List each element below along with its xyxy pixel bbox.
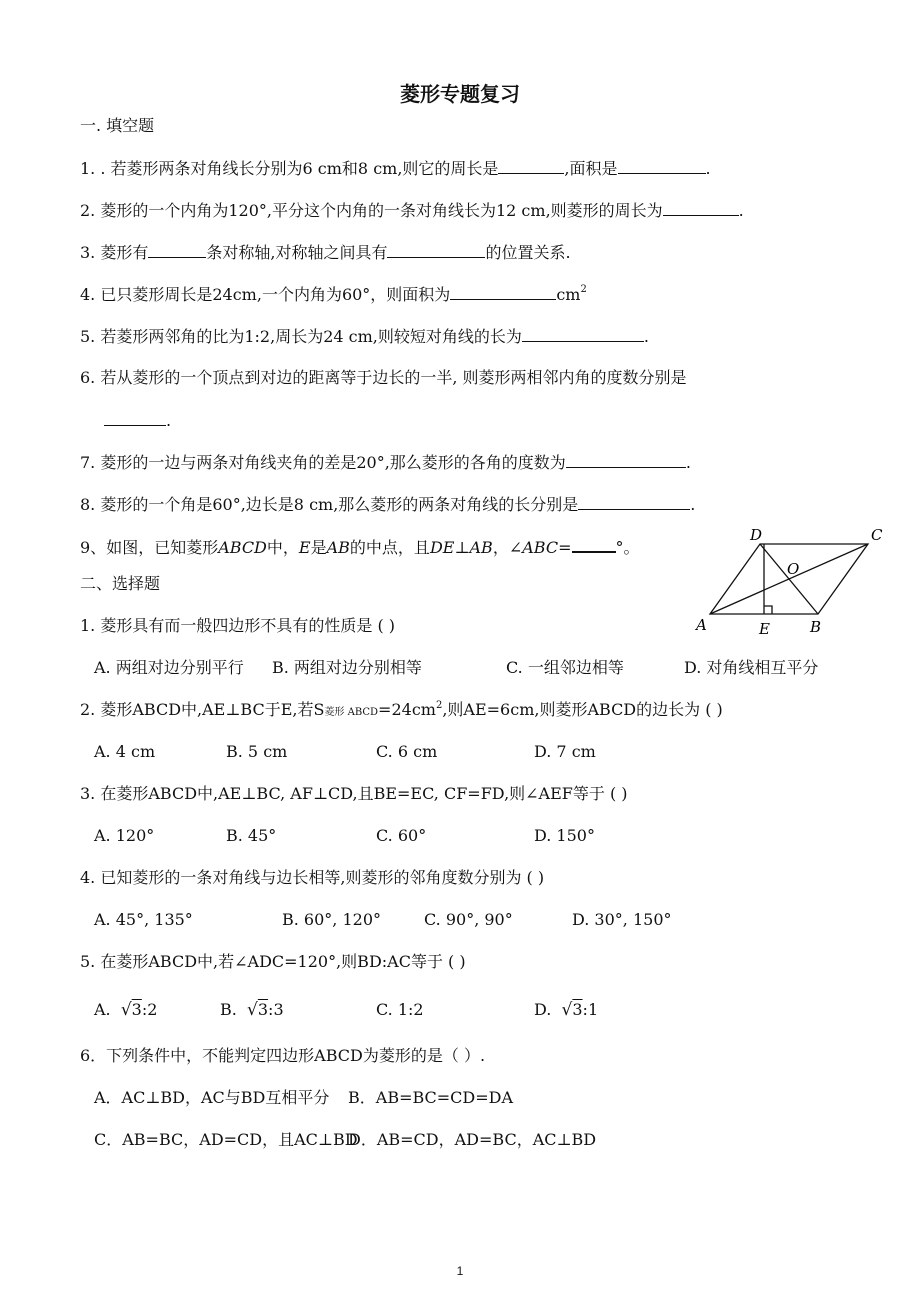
option-c: C. 90°, 90°: [424, 910, 513, 929]
choice-question-6: 6．下列条件中，不能判定四边形ABCD为菱形的是（ ）.: [80, 1046, 486, 1065]
q-text: 的位置关系.: [485, 243, 571, 262]
option-b: B. √3:3: [220, 1000, 284, 1020]
fill-question-6-cont: [104, 410, 171, 431]
sqrt-symbol: √: [561, 1000, 573, 1020]
choice-question-3: 3. 在菱形ABCD中,AE⊥BC, AF⊥CD,且BE=EC, CF=FD,则∠AEF等于 ( ): [80, 784, 628, 803]
q-text: 菱形的一个角是60°,边长是8 cm,那么菱形的两条对角线的长分别是: [100, 495, 579, 514]
option-c: C. 1:2: [376, 1000, 424, 1019]
option-a: A. √3:2: [94, 1000, 158, 1020]
label-a: A: [696, 616, 707, 634]
q-text: 菱形有: [100, 243, 149, 262]
fill-question-5: [80, 326, 649, 347]
option-c: C. 60°: [376, 826, 427, 845]
q-text: 若菱形两条对角线长分别为6 cm和8 cm,则它的周长是: [110, 159, 499, 178]
option-b: B. 60°, 120°: [282, 910, 381, 929]
answer-blank: [663, 200, 739, 216]
q-num: 5.: [80, 327, 96, 346]
rhombus-figure: [690, 520, 900, 645]
q-text: 条对称轴,对称轴之间具有: [206, 243, 388, 262]
q-text: .: [690, 495, 696, 514]
answer-blank: [522, 326, 644, 342]
q-num: 6.: [80, 368, 96, 387]
answer-blank: [618, 158, 706, 174]
fill-question-1: [80, 158, 711, 179]
label-c: C: [871, 526, 883, 544]
option-d: D. 30°, 150°: [572, 910, 672, 929]
fill-question-7: [80, 452, 691, 473]
q-text: .: [738, 201, 744, 220]
q-text: .: [643, 327, 649, 346]
choice-question-4: 4. 已知菱形的一条对角线与边长相等,则菱形的邻角度数分别为 ( ): [80, 868, 545, 887]
radicand: 3: [257, 1000, 269, 1019]
option-b: B. 5 cm: [226, 742, 288, 761]
option-a: A. 4 cm: [94, 742, 156, 761]
q-num: 8.: [80, 495, 96, 514]
right-angle-mark: [764, 606, 772, 614]
q-text: 已只菱形周长是24cm,一个内角为60°，则面积为: [100, 285, 451, 304]
sqrt-symbol: √: [247, 1000, 258, 1020]
section-fill-heading: 一. 填空题: [80, 116, 155, 135]
answer-blank: [148, 242, 206, 258]
q-text: .: [685, 453, 691, 472]
option-d: D. 7 cm: [534, 742, 596, 761]
fill-question-8: [80, 494, 695, 515]
option-a: A. 两组对边分别平行: [94, 658, 244, 677]
label-d: D: [750, 526, 763, 544]
page-number: 1: [456, 1264, 464, 1278]
choice-question-2: 2. 菱形ABCD中,AE⊥BC于E,若S菱形 $ABCD=24cm^2$,则AE=6cm,则菱形ABCD的边长为 ( ): [80, 700, 723, 719]
sqrt-symbol: √: [120, 1000, 132, 1020]
q-num: 4.: [80, 285, 96, 304]
fill-question-2: [80, 200, 744, 221]
option-a: A. 120°: [94, 826, 155, 845]
q-text: 若菱形两邻角的比为1:2,周长为24 cm,则较短对角线的长为: [100, 327, 522, 346]
option-c: C. 一组邻边相等: [506, 658, 624, 677]
unit-exponent: 2: [580, 284, 587, 295]
unit-text: cm: [556, 285, 581, 304]
radicand: 3: [572, 1000, 583, 1019]
page-title: 菱形专题复习: [400, 82, 520, 106]
option-c: C．AB=BC，AD=CD，且AC⊥BD: [94, 1130, 358, 1149]
option-a: A．AC⊥BD，AC与BD互相平分: [94, 1088, 330, 1107]
q-text: .: [705, 159, 711, 178]
choice-question-1: 1. 菱形具有而一般四边形不具有的性质是 ( ): [80, 616, 396, 635]
answer-blank: [572, 536, 616, 553]
q-num: 1. .: [80, 159, 106, 178]
q-num: 7.: [80, 453, 96, 472]
q-text: 菱形的一边与两条对角线夹角的差是20°,那么菱形的各角的度数为: [100, 453, 566, 472]
q-text: 菱形的一个内角为120°,平分这个内角的一条对角线长为12 cm,则菱形的周长为: [100, 201, 663, 220]
q-text: 若从菱形的一个顶点到对边的距离等于边长的一半, 则菱形两相邻内角的度数分别是: [100, 368, 687, 387]
option-d: D. √3:1: [534, 1000, 599, 1020]
option-b: B. 45°: [226, 826, 277, 845]
option-c: C. 6 cm: [376, 742, 438, 761]
label-b: B: [810, 618, 822, 636]
option-d: D．AB=CD，AD=BC，AC⊥BD: [348, 1130, 597, 1149]
option-b: B．AB=BC=CD=DA: [348, 1088, 514, 1107]
answer-blank: [104, 410, 166, 426]
answer-blank: [450, 284, 556, 300]
option-a: A. 45°, 135°: [94, 910, 193, 929]
q-num: 2.: [80, 201, 96, 220]
radicand: 3: [131, 1000, 142, 1019]
diagonal-bd: [760, 544, 818, 614]
option-d: D. 对角线相互平分: [684, 658, 819, 677]
answer-blank: [578, 494, 690, 510]
q-num: 9、: [80, 538, 107, 557]
fill-question-3: [80, 242, 571, 263]
answer-blank: [387, 242, 485, 258]
fill-question-4: [80, 284, 587, 305]
option-d: D. 150°: [534, 826, 595, 845]
answer-blank: [566, 452, 686, 468]
choice-question-5: 5. 在菱形ABCD中,若∠ADC=120°,则BD:AC等于 ( ): [80, 952, 466, 971]
section-choice-heading: 二、选择题: [80, 574, 161, 593]
q-num: 3.: [80, 243, 96, 262]
label-o: O: [787, 560, 800, 578]
answer-blank: [498, 158, 564, 174]
q-text: .: [166, 411, 172, 430]
option-b: B. 两组对边分别相等: [272, 658, 422, 677]
area-subscript: 菱形 ABCD: [324, 707, 379, 718]
fill-question-6: [80, 368, 687, 388]
q-text: ,面积是: [564, 159, 618, 178]
label-e: E: [759, 620, 770, 638]
fill-question-9: 9、如图，已知菱形ABCD中，E是AB的中点，且DE⊥AB，∠ABC= °。: [80, 538, 640, 557]
